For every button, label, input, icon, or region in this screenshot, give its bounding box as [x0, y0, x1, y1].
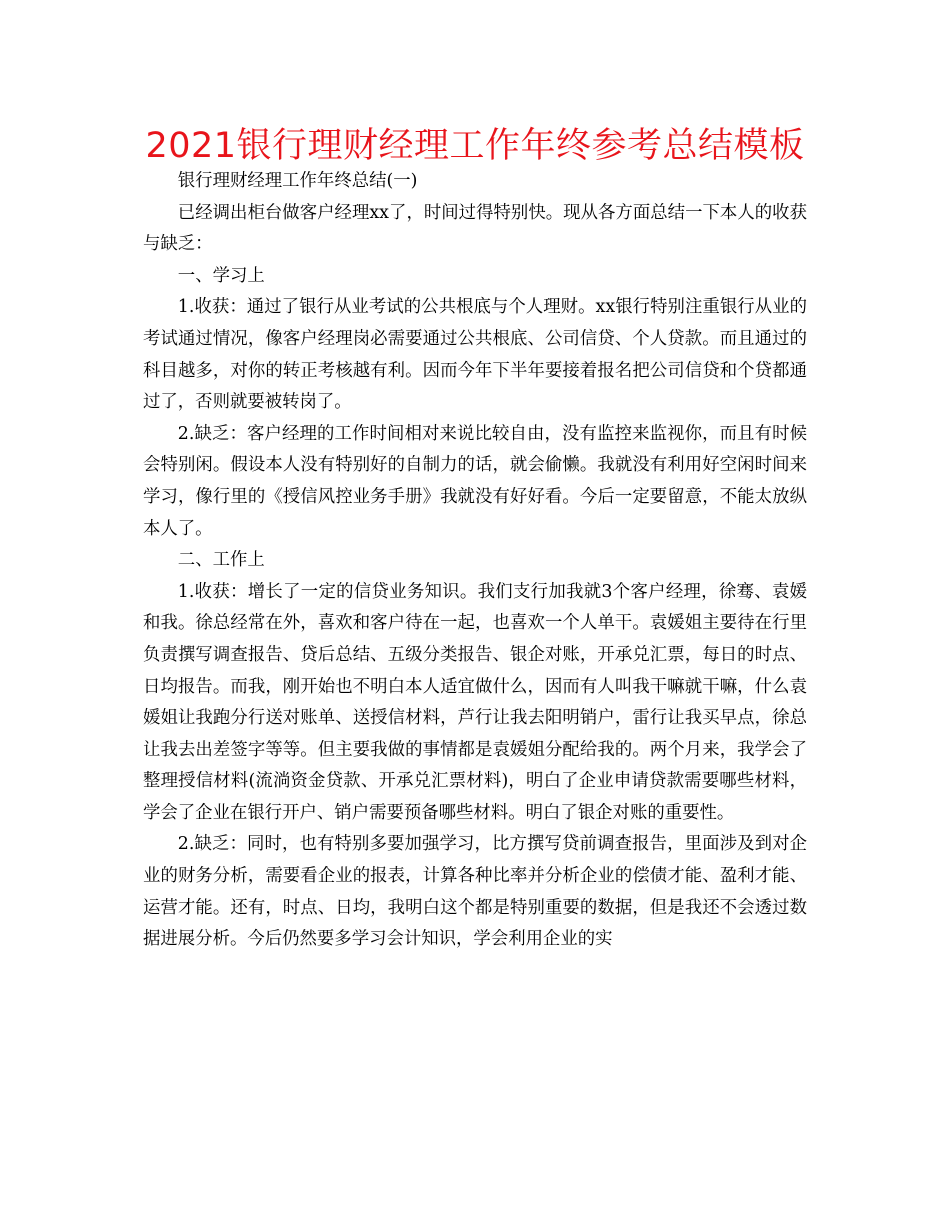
paragraph: 1.收获：增长了一定的信贷业务知识。我们支行加我就3个客户经理，徐骞、袁媛和我。徐总经常在外，喜欢和客户待在一起，也喜欢一个人单干。袁媛姐主要待在行里负责撰写调查报告、贷后总结、五级分类报告、银企对账，开承兑汇票，每日的时点、日均报告。而我，刚开始也不明白本人适宜做什么，因而有人叫我干嘛就干嘛，什么袁媛姐让我跑分行送对账单、送授信材料，芦行让我去阳明销户，雷行让我买早点，徐总让我去出差签字等等。但主要我做的事情都是袁媛姐分配给我的。两个月来，我学会了整理授信材料(流淌资金贷款、开承兑汇票材料)，明白了企业申请贷款需要哪些材料，学会了企业在银行开户、销户需要预备哪些材料。明白了银企对账的重要性。	[143, 581, 807, 823]
subsection-heading: 一、学习上	[177, 265, 265, 286]
document-body	[143, 166, 807, 956]
paragraph: 已经调出柜台做客户经理xx了，时间过得特别快。现从各方面总结一下本人的收获与缺乏：	[143, 202, 807, 255]
subsection-heading: 二、工作上	[177, 550, 265, 571]
section-heading: 银行理财经理工作年终总结(一)	[177, 171, 418, 191]
paragraph: 2.缺乏：客户经理的工作时间相对来说比较自由，没有监控来监视你，而且有时候会特别闲。假设本人没有特别好的自制力的话，就会偷懒。我就没有利用好空闲时间来学习，像行里的《授信风控业务手册》我就没有好好看。今后一定要留意，不能太放纵本人了。	[143, 423, 807, 539]
paragraph: 2.缺乏：同时，也有特别多要加强学习，比方撰写贷前调查报告，里面涉及到对企业的财务分析，需要看企业的报表，计算各种比率并分析企业的偿债才能、盈利才能、运营才能。还有，时点、日均，我明白这个都是特别重要的数据，但是我还不会透过数据进展分析。今后仍然要多学习会计知识，学会利用企业的实	[143, 834, 807, 950]
paragraph: 1.收获：通过了银行从业考试的公共根底与个人理财。xx银行特别注重银行从业的考试通过情况，像客户经理岗必需要通过公共根底、公司信贷、个人贷款。而且通过的科目越多，对你的转正考核越有利。因而今年下半年要接着报名把公司信贷和个贷都通过了，否则就要被转岗了。	[143, 297, 807, 413]
document-title: 2021银行理财经理工作年终参考总结模板	[145, 126, 805, 166]
